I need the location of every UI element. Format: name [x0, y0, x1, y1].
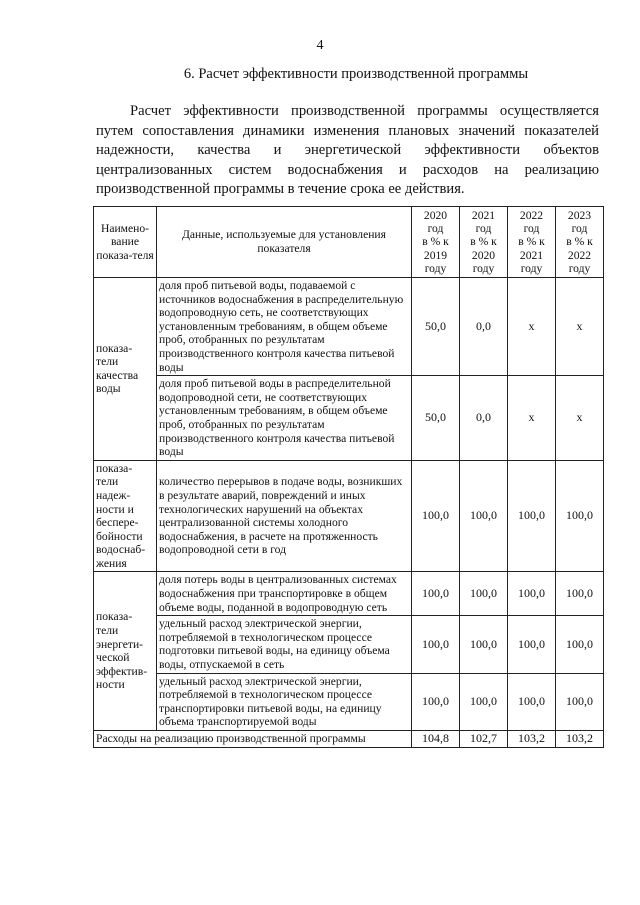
header-year-l4: 2021 [519, 248, 544, 262]
header-indicator-name: Наимено-вание показа-теля [94, 207, 157, 278]
table-row [94, 460, 604, 572]
header-year-l2: год [427, 222, 444, 236]
total-label: Расходы на реализацию производственной программы [94, 731, 412, 748]
value-2022: 100,0 [508, 572, 556, 616]
value-2022: х [508, 376, 556, 461]
table-row [94, 616, 604, 673]
row-description: удельный расход электрической энергии, потребляемой в технологическом процессе транспортировки питьевой воды, на единицу объема транспортируемой воды [157, 673, 412, 730]
header-year-l4: 2022 [567, 248, 592, 262]
header-year-l2: год [523, 222, 540, 236]
header-year-2020 [412, 207, 460, 278]
header-year-l3: в % к [566, 235, 593, 249]
value-2021: 100,0 [460, 460, 508, 572]
value-2023: 100,0 [556, 460, 604, 572]
row-description: доля проб питьевой воды в распределительной водопроводной сети, не соответствующих установленным требованиям, в общем объеме проб, отобранных по результатам производственного контроля качества питьевой воды [157, 376, 412, 461]
header-year-2022 [508, 207, 556, 278]
value-2021: 100,0 [460, 616, 508, 673]
value-2021: 0,0 [460, 376, 508, 461]
header-year-l4: 2019 [423, 248, 448, 262]
row-description: удельный расход электрической энергии, потребляемой в технологическом процессе подготовки питьевой воды, на единицу объема воды, отпускаемой в сеть [157, 616, 412, 673]
value-2023: 100,0 [556, 572, 604, 616]
value-2022: 100,0 [508, 616, 556, 673]
value-2022: 100,0 [508, 673, 556, 730]
value-2022: 100,0 [508, 460, 556, 572]
value-2021: 0,0 [460, 278, 508, 376]
header-year-2021 [460, 207, 508, 278]
table-row [94, 278, 604, 376]
header-year-l3: в % к [518, 235, 545, 249]
group-water-quality: показа-тели качества воды [94, 278, 157, 461]
total-row [94, 731, 604, 748]
row-description: количество перерывов в подаче воды, возникших в результате аварий, повреждений и иных технологических нарушений на объектах централизованной системы холодного водоснабжения, в расчете на протяженность водопроводной сети в год [157, 460, 412, 572]
header-year-l2: год [475, 222, 492, 236]
total-2020: 104,8 [412, 731, 460, 748]
value-2020: 50,0 [412, 278, 460, 376]
section-heading: 6. Расчет эффективности производственной программы [183, 66, 529, 82]
table-header-row [94, 207, 604, 278]
value-2023: х [556, 278, 604, 376]
value-2020: 50,0 [412, 376, 460, 461]
header-data-description: Данные, используемые для установления показателя [157, 207, 412, 278]
value-2021: 100,0 [460, 673, 508, 730]
header-year-l5: году [472, 261, 495, 275]
value-2023: х [556, 376, 604, 461]
total-2021: 102,7 [460, 731, 508, 748]
row-description: доля проб питьевой воды, подаваемой с источников водоснабжения в распределительную водопроводную сеть, не соответствующих установленным требованиям, в общем объеме проб, отобранных по результатам производственного контроля качества питьевой воды [157, 278, 412, 376]
header-year-l5: году [520, 261, 543, 275]
header-year-l4: 2020 [471, 248, 496, 262]
header-year-l3: в % к [422, 235, 449, 249]
table-row [94, 572, 604, 616]
header-year-value: 2020 [423, 209, 448, 222]
efficiency-table [93, 206, 604, 748]
header-year-2023 [556, 207, 604, 278]
row-description: доля потерь воды в централизованных системах водоснабжения при транспортировке в общем объеме воды, поданной в водопроводную сеть [157, 572, 412, 616]
value-2020: 100,0 [412, 460, 460, 572]
table-row [94, 673, 604, 730]
group-energy-efficiency: показа-тели энергети-ческой эффектив-ности [94, 572, 157, 731]
value-2020: 100,0 [412, 572, 460, 616]
header-year-l2: год [571, 222, 588, 236]
value-2023: 100,0 [556, 616, 604, 673]
value-2023: 100,0 [556, 673, 604, 730]
header-year-l5: году [568, 261, 591, 275]
value-2020: 100,0 [412, 616, 460, 673]
header-year-value: 2022 [519, 209, 544, 222]
intro-paragraph: Расчет эффективности производственной программы осуществляется путем сопоставления динамики изменения плановых значений показателей надежности, качества и энергетической эффективности объектов централизованных систем водоснабжения и расходов на реализацию производственной программы в течение срока ее действия. [96, 103, 599, 197]
header-year-value: 2021 [471, 209, 496, 222]
header-year-l3: в % к [470, 235, 497, 249]
value-2021: 100,0 [460, 572, 508, 616]
total-2023: 103,2 [556, 731, 604, 748]
value-2022: х [508, 278, 556, 376]
group-reliability: показа-тели надеж-ности и беспере-бойности водоснаб-жения [94, 460, 157, 572]
value-2020: 100,0 [412, 673, 460, 730]
header-year-l5: году [424, 261, 447, 275]
table-row [94, 376, 604, 461]
total-2022: 103,2 [508, 731, 556, 748]
header-year-value: 2023 [567, 209, 592, 222]
page-number: 4 [316, 38, 324, 53]
